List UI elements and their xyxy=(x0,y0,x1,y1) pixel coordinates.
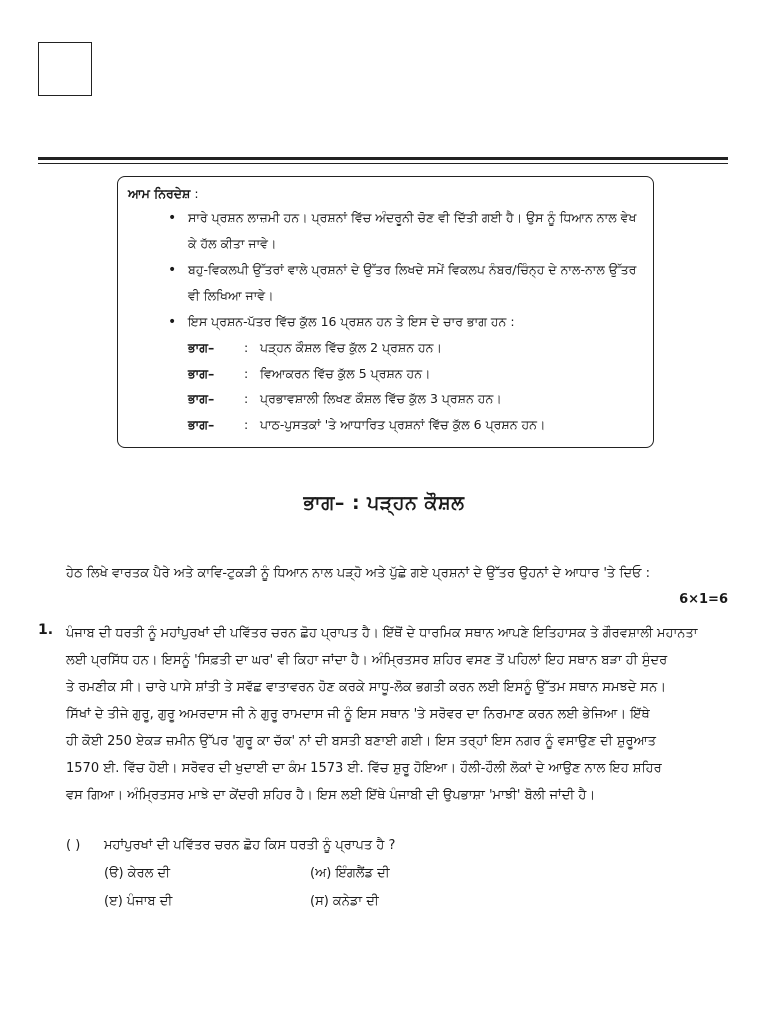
bullet-icon: • xyxy=(168,262,177,278)
passage-line: 1570 ਈ. ਵਿੱਚ ਹੋਈ। ਸਰੋਵਰ ਦੀ ਖੁਦਾਈ ਦਾ ਕੰਮ 1573 ਈ. ਵਿੱਚ ਸ਼ੁਰੂ ਹੋਇਆ। ਹੌਲੀ-ਹੌਲੀ ਲੋਕਾਂ ਦੇ ਆਉਣ ਨਾਲ ਇਹ ਸ਼ਹਿਰ xyxy=(66,761,662,776)
passage-line: ਵਸ ਗਿਆ। ਅੰਮ੍ਰਿਤਸਰ ਮਾਝੇ ਦਾ ਕੇਂਦਰੀ ਸ਼ਹਿਰ ਹੈ। ਇਸ ਲਈ ਇੱਥੇ ਪੰਜਾਬੀ ਦੀ ਉਪਭਾਸ਼ਾ 'ਮਾਝੀ' ਬੋਲੀ ਜਾਂਦੀ ਹੈ। xyxy=(66,788,596,803)
passage-line: ਤੇ ਰਮਣੀਕ ਸੀ। ਚਾਰੇ ਪਾਸੇ ਸ਼ਾਂਤੀ ਤੇ ਸਵੱਛ ਵਾਤਾਵਰਨ ਹੋਣ ਕਰਕੇ ਸਾਧੂ-ਲੋਕ ਭਗਤੀ ਕਰਨ ਲਈ ਇਸਨੂੰ ਉੱਤਮ ਸਥਾਨ ਸਮਝਦੇ ਸਨ। xyxy=(66,680,666,695)
passage-line: ਪੰਜਾਬ ਦੀ ਧਰਤੀ ਨੂੰ ਮਹਾਂਪੁਰਖਾਂ ਦੀ ਪਵਿੱਤਰ ਚਰਨ ਛੋਹ ਪ੍ਰਾਪਤ ਹੈ। ਇੱਥੋਂ ਦੇ ਧਾਰਮਿਕ ਸਥਾਨ ਆਪਣੇ ਇਤਿਹਾਸਕ ਤੇ ਗੌਰਵਸ਼ਾਲੀ ਮਹਾਨਤਾ xyxy=(66,626,698,641)
bullet-icon: • xyxy=(168,314,177,330)
part-row: ਭਾਗ– : ਪਾਠ-ਪੁਸਤਕਾਂ 'ਤੇ ਆਧਾਰਿਤ ਪ੍ਰਸ਼ਨਾਂ ਵਿੱਚ ਕੁੱਲ 6 ਪ੍ਰਸ਼ਨ ਹਨ। xyxy=(188,416,546,432)
instruction-item: • ਬਹੁ-ਵਿਕਲਪੀ ਉੱਤਰਾਂ ਵਾਲੇ ਪ੍ਰਸ਼ਨਾਂ ਦੇ ਉੱਤਰ ਲਿਖਦੇ ਸਮੇਂ ਵਿਕਲਪ ਨੰਬਰ/ਚਿੰਨ੍ਹ ਦੇ ਨਾਲ-ਨਾਲ ਉੱਤਰ ਵੀ ਲਿਖਿਆ ਜਾਵੇ। xyxy=(128,257,643,309)
sub-question-text: ਮਹਾਂਪੁਰਖਾਂ ਦੀ ਪਵਿੱਤਰ ਚਰਨ ਛੋਹ ਕਿਸ ਧਰਤੀ ਨੂੰ ਪ੍ਰਾਪਤ ਹੈ ? xyxy=(104,838,396,853)
header-rule-thin xyxy=(38,163,728,164)
part-row: ਭਾਗ– : ਵਿਆਕਰਨ ਵਿੱਚ ਕੁੱਲ 5 ਪ੍ਰਸ਼ਨ ਹਨ। xyxy=(188,365,431,381)
part-row: ਭਾਗ– : ਪ੍ਰਭਾਵਸ਼ਾਲੀ ਲਿਖਣ ਕੌਸ਼ਲ ਵਿੱਚ ਕੁੱਲ 3 ਪ੍ਰਸ਼ਨ ਹਨ। xyxy=(188,391,502,406)
general-instructions-box xyxy=(117,176,654,448)
instruction-item: • ਸਾਰੇ ਪ੍ਰਸ਼ਨ ਲਾਜ਼ਮੀ ਹਨ। ਪ੍ਰਸ਼ਨਾਂ ਵਿੱਚ ਅੰਦਰੂਨੀ ਚੋਣ ਵੀ ਦਿੱਤੀ ਗਈ ਹੈ। ਉਸ ਨੂੰ ਧਿਆਨ ਨਾਲ ਵੇਖ ਕੇ ਹੱਲ ਕੀਤਾ ਜਾਵੇ। xyxy=(128,205,643,257)
header-rule-thick xyxy=(38,157,728,160)
marks-allocation: 6×1=6 xyxy=(679,592,728,607)
option-b: (ਅ) ਇੰਗਲੈਂਡ ਦੀ xyxy=(310,866,390,881)
prose-passage xyxy=(66,620,730,809)
part-row: ਭਾਗ– : ਪੜ੍ਹਨ ਕੌਸ਼ਲ ਵਿੱਚ ਕੁੱਲ 2 ਪ੍ਰਸ਼ਨ ਹਨ। xyxy=(188,340,442,355)
instructions-heading: ਆਮ ਨਿਰਦੇਸ਼ : xyxy=(128,186,199,201)
option-d: (ਸ) ਕਨੇਡਾ ਦੀ xyxy=(310,894,379,909)
section-title: ਭਾਗ– : ਪੜ੍ਹਨ ਕੌਸ਼ਲ xyxy=(303,492,465,514)
question-number: 1. xyxy=(38,622,54,638)
sub-question-number: ( ) xyxy=(66,838,81,853)
sub-question xyxy=(66,838,395,853)
option-c: (ੲ) ਪੰਜਾਬ ਦੀ xyxy=(104,894,173,909)
instruction-item: • ਇਸ ਪ੍ਰਸ਼ਨ-ਪੱਤਰ ਵਿੱਚ ਕੁੱਲ 16 ਪ੍ਰਸ਼ਨ ਹਨ ਤੇ ਇਸ ਦੇ ਚਾਰ ਭਾਗ ਹਨ : xyxy=(128,309,643,335)
passage-line: ਹੀ ਕੋਈ 250 ਏਕੜ ਜ਼ਮੀਨ ਉੱਪਰ 'ਗੁਰੂ ਕਾ ਚੱਕ' ਨਾਂ ਦੀ ਬਸਤੀ ਬਣਾਈ ਗਈ। ਇਸ ਤਰ੍ਹਾਂ ਇਸ ਨਗਰ ਨੂੰ ਵਸਾਉਣ ਦੀ ਸ਼ੁਰੂਆਤ xyxy=(66,734,657,749)
passage-line: ਲਈ ਪ੍ਰਸਿੱਧ ਹਨ। ਇਸਨੂੰ 'ਸਿਫ਼ਤੀ ਦਾ ਘਰ' ਵੀ ਕਿਹਾ ਜਾਂਦਾ ਹੈ। ਅੰਮ੍ਰਿਤਸਰ ਸ਼ਹਿਰ ਵਸਣ ਤੋਂ ਪਹਿਲਾਂ ਇਹ ਸਥਾਨ ਬੜਾ ਹੀ ਸੁੰਦਰ xyxy=(66,653,668,668)
bullet-icon: • xyxy=(168,210,177,226)
section-directions: ਹੇਠ ਲਿਖੇ ਵਾਰਤਕ ਪੈਰੇ ਅਤੇ ਕਾਵਿ-ਟੁਕੜੀ ਨੂੰ ਧਿਆਨ ਨਾਲ ਪੜ੍ਹੋ ਅਤੇ ਪੁੱਛੇ ਗਏ ਪ੍ਰਸ਼ਨਾਂ ਦੇ ਉੱਤਰ ਉਹਨਾਂ ਦੇ ਆਧਾਰ 'ਤੇ ਦਿਓ : xyxy=(66,566,650,581)
roll-number-box xyxy=(38,42,92,96)
passage-line: ਸਿੱਖਾਂ ਦੇ ਤੀਜੇ ਗੁਰੂ, ਗੁਰੂ ਅਮਰਦਾਸ ਜੀ ਨੇ ਗੁਰੂ ਰਾਮਦਾਸ ਜੀ ਨੂੰ ਇਸ ਸਥਾਨ 'ਤੇ ਸਰੋਵਰ ਦਾ ਨਿਰਮਾਣ ਕਰਨ ਲਈ ਭੇਜਿਆ। ਇੱਥੇ xyxy=(66,707,650,722)
option-a: (ੳ) ਕੇਰਲ ਦੀ xyxy=(104,866,171,881)
